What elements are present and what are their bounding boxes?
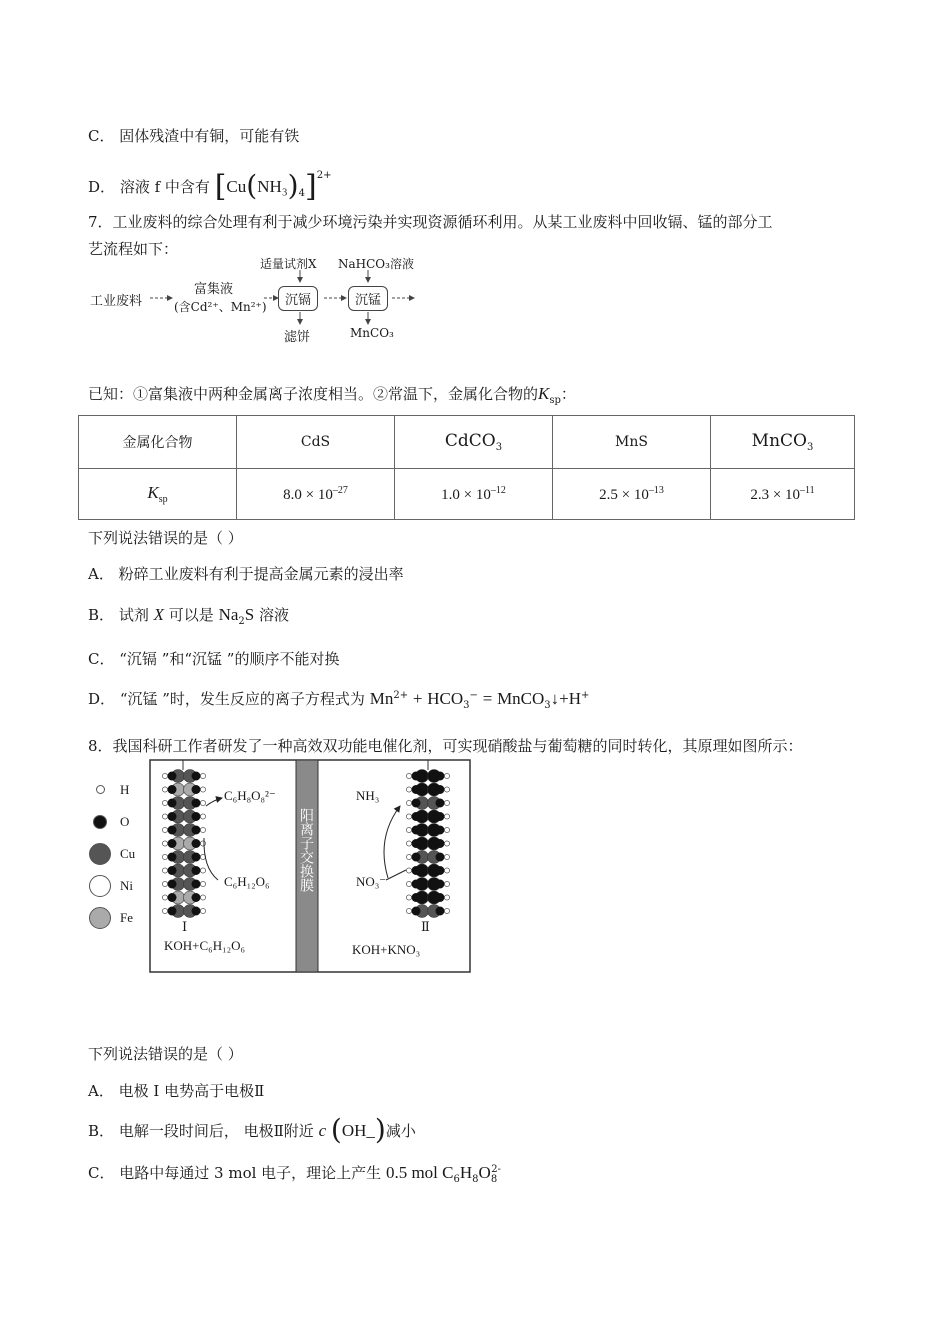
label-left-product: C₆H₈O₈²⁻ [224,788,276,803]
right-solution: KOH+KNO₃ [352,942,421,957]
membrane-label: 阳离子交换膜 [298,808,314,892]
atom-o [168,907,177,916]
table-cell-label: $K_{sp}$ [79,469,237,520]
atom-o [412,826,421,835]
q7-option-c-text: “沉镉 ”和“沉锰 ”的顺序不能对换 [119,650,340,668]
electrolysis-diagram: H O Cu Ni Fe 阳离子交换膜 C₆H₈O₈²⁻ C₆H₁₂O₆ NH₃ NO₃⁻ Ⅰ Ⅱ KOH+C₆H₁₂O₆ KOH+KNO₃ [88,758,473,976]
atom-o [436,893,445,902]
ksp-table [78,415,855,520]
atom-o [168,880,177,889]
q8-option-c[interactable]: C． 电路中每通过 3 mol 电子，理论上产生 0.5 mol $C_6H_8O_8^{2-}$ [88,1163,501,1185]
atom-h [162,773,167,778]
atom-o [436,772,445,781]
atom-o [412,799,421,808]
electrode-2-label: Ⅱ [421,920,430,935]
atom-h [406,908,411,913]
atom-h [162,814,167,819]
atom-h [162,908,167,913]
atom-o [436,866,445,875]
atom-o [412,907,421,916]
flow-box-cd: 沉镉 [278,286,318,311]
formula-sub-4: 4 [298,188,305,199]
q8-number: 8． [88,737,113,755]
known-colon: ： [560,385,576,403]
atom-o [412,772,421,781]
table-cell: $2.5 \times 10^{-13}$ [553,469,711,520]
atom-h [200,787,205,792]
q6-option-c[interactable] [88,125,299,146]
atom-h [200,895,205,900]
flow-box-mn: 沉锰 [348,286,388,311]
table-header-cell: CdS [237,416,395,469]
arrow-right-tail [386,870,406,880]
atom-o [192,880,201,889]
atom-o [436,880,445,889]
q7-option-c[interactable] [88,648,339,669]
q8-option-a-letter: A． [88,1082,114,1100]
atom-h [200,841,205,846]
atom-h [200,868,205,873]
atom-h [444,841,449,846]
atom-h [444,881,449,886]
q8-stem-text: 我国科研工作者研发了一种高效双功能电催化剂，可实现硝酸盐与葡萄糖的同时转化，其原理如图所示： [112,737,803,755]
atom-h [444,908,449,913]
atom-h [200,800,205,805]
q8-option-a-text: 电极 Ⅰ 电势高于电极Ⅱ [118,1082,265,1100]
atom-h [406,814,411,819]
q6-option-d[interactable] [88,169,332,204]
known-sp: sp [549,395,561,406]
label-right-reactant: NO₃⁻ [356,874,387,889]
atom-o [436,907,445,916]
flow-out-filter-cake: 滤饼 [284,330,311,345]
atom-o [192,799,201,808]
left-paren: ( [246,169,258,202]
atom-h [200,773,205,778]
q7-option-b[interactable]: B． 试剂 X 可以是 $Na_2S$ 溶液 [88,605,290,627]
atom-h [200,814,205,819]
atom-o [168,839,177,848]
q7-ask: 下列说法错误的是（ ） [88,529,243,547]
atom-o [168,866,177,875]
atom-o [168,772,177,781]
atom-o [192,866,201,875]
atom-o [412,880,421,889]
left-solution: KOH+C₆H₁₂O₆ [164,938,246,953]
atom-o [412,866,421,875]
atom-o [192,853,201,862]
atom-h [200,827,205,832]
table-header-cell: 金属化合物 [79,416,237,469]
flow-rich-liquid: 富集液 [194,282,234,297]
electrode-1 [162,770,205,918]
atom-h [200,881,205,886]
atom-o [412,812,421,821]
atom-h [162,868,167,873]
formula-nh3: NH₃ [257,177,288,196]
q8-ask: 下列说法错误的是（ ） [88,1045,243,1063]
q6-option-c-letter: C． [88,127,115,145]
q6-option-c-text: 固体残渣中有铜，可能有铁 [119,127,300,145]
atom-h [162,895,167,900]
atom-h [406,881,411,886]
q7-stem-text1: 工业废料的综合处理有利于减少环境污染并实现资源循环利用。从某工业废料中回收镉、锰的部分工 [112,213,773,231]
table-row [79,469,855,520]
left-bracket: [ [214,169,227,204]
flow-reagent-x: 适量试剂X [260,257,317,271]
atom-o [192,826,201,835]
q8-option-c-letter: C． [88,1164,115,1182]
atom-o [412,839,421,848]
flow-rich-ions: (含Cd²⁺、Mn²⁺) [174,300,267,314]
atom-o [436,853,445,862]
atom-o [168,826,177,835]
q7-number: 7． [88,213,113,231]
atom-o [168,812,177,821]
right-paren: ) [287,169,299,202]
q8-option-b-letter: B． [88,1122,115,1140]
right-bracket: ] [304,169,317,204]
arrow-left-reactant [204,838,218,880]
q8-stem [88,735,803,756]
atom-o [192,893,201,902]
atom-o [168,799,177,808]
q7-stem-line2: 艺流程如下： [88,240,179,258]
atom-o [436,812,445,821]
atom-h [406,868,411,873]
atom-o [436,839,445,848]
atom-h [200,908,205,913]
atom-h [162,787,167,792]
atom-h [444,854,449,859]
flow-out-mnco3: MnCO₃ [350,326,394,340]
formula-cu: Cu [226,177,247,196]
atom-h [162,881,167,886]
atom-h [162,827,167,832]
electrode-2 [406,770,449,918]
atom-o [192,772,201,781]
atom-h [406,800,411,805]
q7-option-b-letter: B． [88,606,115,624]
q7-known [88,383,576,406]
q6-option-d-letter: D． [88,178,116,196]
atom-o [192,785,201,794]
atom-o [412,853,421,862]
arrow-left-product [206,798,222,806]
atom-h [444,868,449,873]
atom-o [436,785,445,794]
atom-h [444,827,449,832]
atom-h [162,800,167,805]
table-cell: $8.0 \times 10^{-27}$ [237,469,395,520]
atom-o [436,799,445,808]
formula-charge: 2+ [316,170,332,181]
flow-reagent-nahco3: NaHCO₃溶液 [338,257,414,271]
atom-o [192,839,201,848]
atom-h [444,787,449,792]
atom-h [406,773,411,778]
q7-option-c-letter: C． [88,650,115,668]
atom-o [412,893,421,902]
q8-option-a[interactable] [88,1080,264,1101]
atom-h [162,854,167,859]
atom-h [406,841,411,846]
atom-o [192,907,201,916]
q7-option-a-text: 粉碎工业废料有利于提高金属元素的浸出率 [118,565,404,583]
q6-option-d-text: 溶液 f 中含有 [119,178,210,196]
reagent-x: X [153,605,164,624]
atom-o [168,853,177,862]
arrow-right [384,806,400,878]
table-header-cell: MnS [553,416,711,469]
electrode-1-label: Ⅰ [182,920,188,935]
atom-o [412,785,421,794]
atom-o [168,785,177,794]
q7-option-a-letter: A． [88,565,114,583]
q7-known-text: 已知：①富集液中两种金属离子浓度相当。②常温下，金属化合物的 [88,385,539,403]
atom-h [406,895,411,900]
q8-option-b[interactable]: B． 电解一段时间后， 电极Ⅱ附近 c (OH_)减小 [88,1113,416,1146]
q7-flowchart [88,254,428,346]
atom-h [406,787,411,792]
atom-h [444,814,449,819]
atom-o [168,893,177,902]
q7-stem-line1 [88,211,773,232]
table-header-cell: CdCO$_3$ [395,416,553,469]
label-right-product: NH₃ [356,788,380,803]
atom-h [406,827,411,832]
atom-o [436,826,445,835]
table-cell: $2.3 \times 10^{-11}$ [711,469,855,520]
atom-h [162,841,167,846]
label-left-reactant: C₆H₁₂O₆ [224,874,270,889]
atom-h [406,854,411,859]
atom-h [444,895,449,900]
table-cell: $1.0 \times 10^{-12}$ [395,469,553,520]
table-header-cell: MnCO$_3$ [711,416,855,469]
atom-h [444,800,449,805]
known-k: K [538,384,550,403]
atom-o [192,812,201,821]
flow-start: 工业废料 [90,294,143,309]
q7-option-d-letter: D． [88,690,116,708]
q7-option-a[interactable] [88,563,404,584]
table-header-row [79,416,855,469]
atom-h [444,773,449,778]
q7-option-d[interactable]: D． “沉锰 ”时，发生反应的离子方程式为 $Mn^{2+} + HCO_3^-$ = MnCO$_3$↓+H+ [88,689,590,711]
